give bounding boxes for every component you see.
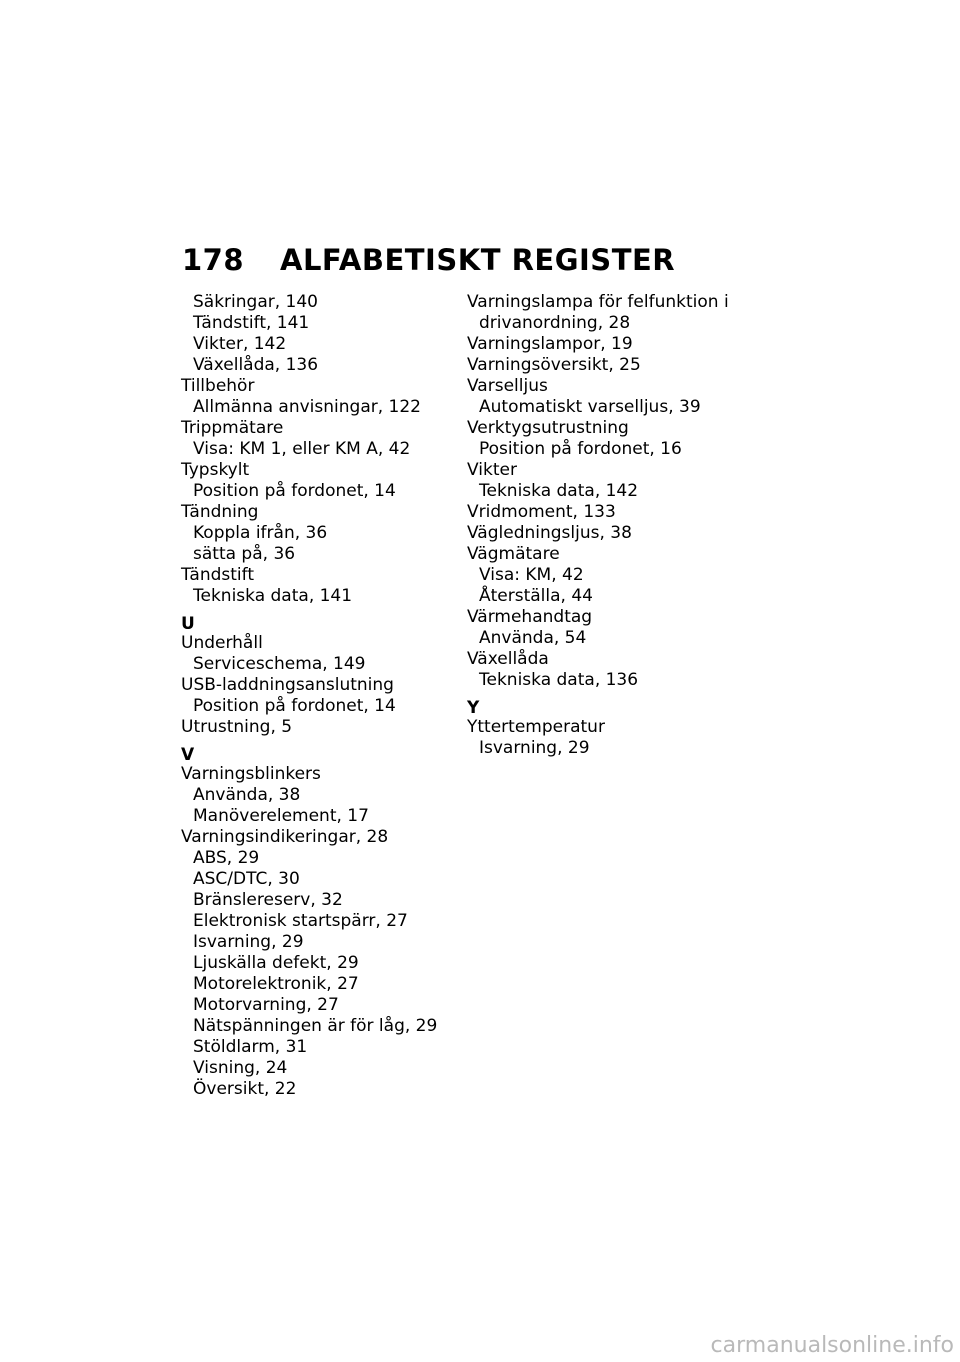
index-subentry: Tekniska data, 141 <box>193 586 353 606</box>
index-subentry: Isvarning, 29 <box>193 932 304 952</box>
index-entry: Vikter <box>467 460 517 480</box>
index-entry: Tändstift <box>181 565 254 585</box>
index-entry: Tändning <box>181 502 259 522</box>
index-entry: Utrustning, 5 <box>181 717 293 737</box>
index-subentry: Tekniska data, 142 <box>479 481 639 501</box>
index-column-left <box>181 292 451 1100</box>
index-subentry: Position på fordonet, 14 <box>193 696 396 716</box>
index-section-letter: Y <box>467 698 480 718</box>
index-entry: Värmehandtag <box>467 607 593 627</box>
index-entry: Verktygsutrustning <box>467 418 629 438</box>
index-subentry: Automatiskt varselljus, 39 <box>479 397 701 417</box>
index-subentry: sätta på, 36 <box>193 544 296 564</box>
index-entry: Varningslampa för felfunktion i <box>467 292 729 312</box>
index-entry: Tillbehör <box>181 376 255 396</box>
index-entry: USB-laddningsanslutning <box>181 675 394 695</box>
index-subentry: Bränslereserv, 32 <box>193 890 343 910</box>
index-entry: Typskylt <box>181 460 250 480</box>
index-subentry: Visa: KM, 42 <box>479 565 584 585</box>
index-subentry: Använda, 54 <box>479 628 587 648</box>
index-subentry: Säkringar, 140 <box>193 292 318 312</box>
watermark-link[interactable]: carmanualsonline.info <box>710 1333 954 1358</box>
index-entry: Varningslampor, 19 <box>467 334 633 354</box>
index-subentry: Visning, 24 <box>193 1058 288 1078</box>
index-subentry: Växellåda, 136 <box>193 355 319 375</box>
index-entry: Varningsindikeringar, 28 <box>181 827 389 847</box>
index-entry: Vägmätare <box>467 544 560 564</box>
index-entry: Trippmätare <box>181 418 284 438</box>
index-subentry: Ljuskälla defekt, 29 <box>193 953 359 973</box>
page-header <box>182 240 675 280</box>
index-subentry: Serviceschema, 149 <box>193 654 366 674</box>
index-entry: Underhåll <box>181 633 263 653</box>
page-number: 178 <box>182 243 245 277</box>
index-subentry: Återställa, 44 <box>479 586 593 606</box>
index-subentry: Position på fordonet, 14 <box>193 481 396 501</box>
index-entry-continuation: drivanordning, 28 <box>479 313 631 333</box>
index-section-letter: V <box>181 745 195 765</box>
index-subentry: ABS, 29 <box>193 848 260 868</box>
index-section-letter: U <box>181 614 195 634</box>
index-subentry: Motorvarning, 27 <box>193 995 339 1015</box>
index-entry: Varningsblinkers <box>181 764 321 784</box>
index-subentry: Koppla ifrån, 36 <box>193 523 328 543</box>
index-subentry: Manöverelement, 17 <box>193 806 369 826</box>
index-subentry: Använda, 38 <box>193 785 301 805</box>
index-entry: Växellåda <box>467 649 549 669</box>
index-subentry: Elektronisk startspärr, 27 <box>193 911 408 931</box>
index-subentry: Allmänna anvisningar, 122 <box>193 397 421 417</box>
index-entry: Varselljus <box>467 376 548 396</box>
index-entry: Vridmoment, 133 <box>467 502 616 522</box>
index-subentry: Isvarning, 29 <box>479 738 590 758</box>
index-subentry: Visa: KM 1, eller KM A, 42 <box>193 439 411 459</box>
index-subentry: ASC/DTC, 30 <box>193 869 300 889</box>
index-subentry: Position på fordonet, 16 <box>479 439 682 459</box>
index-column-right <box>467 292 767 759</box>
index-subentry: Vikter, 142 <box>193 334 287 354</box>
index-subentry: Stöldlarm, 31 <box>193 1037 308 1057</box>
index-subentry: Tändstift, 141 <box>193 313 310 333</box>
index-subentry: Motorelektronik, 27 <box>193 974 359 994</box>
index-subentry: Tekniska data, 136 <box>479 670 639 690</box>
index-subentry: Nätspänningen är för låg, 29 <box>193 1016 438 1036</box>
index-subentry: Översikt, 22 <box>193 1079 297 1099</box>
index-entry: Vägledningsljus, 38 <box>467 523 632 543</box>
page-title: ALFABETISKT REGISTER <box>280 243 676 277</box>
index-entry: Varningsöversikt, 25 <box>467 355 641 375</box>
index-entry: Yttertemperatur <box>467 717 605 737</box>
